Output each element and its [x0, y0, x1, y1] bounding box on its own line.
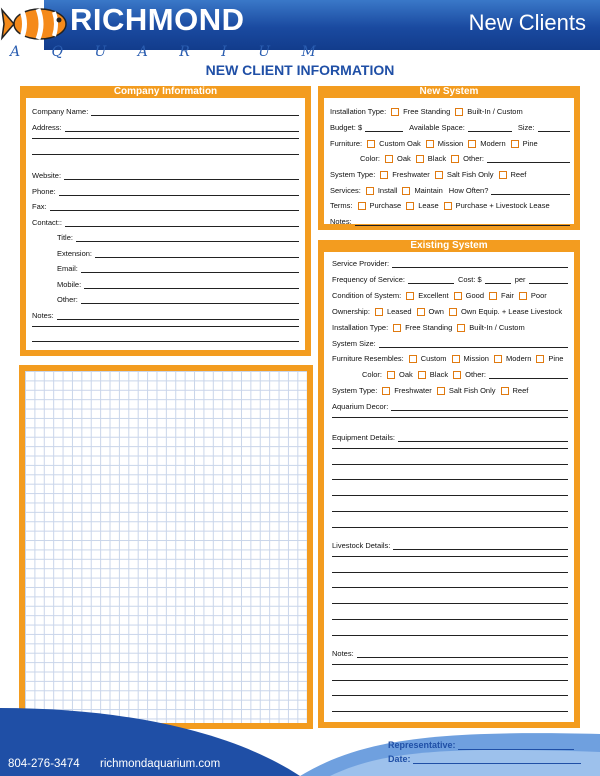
footer-wave: [0, 700, 600, 776]
es-notes-field[interactable]: [357, 649, 568, 658]
ns-installation-row: Installation Type: Free Standing Built-In / Custom: [330, 107, 523, 116]
checkbox-salt-fish[interactable]: [435, 171, 443, 179]
mobile-field[interactable]: [84, 280, 299, 289]
company-info-panel: [20, 86, 311, 356]
new-system-panel: [318, 86, 580, 230]
fax-row[interactable]: Fax:: [32, 197, 299, 211]
checkbox-lease[interactable]: [406, 202, 414, 210]
existing-system-title: Existing System: [324, 240, 574, 252]
checkbox-poor[interactable]: [519, 292, 527, 300]
checkbox-es-reef[interactable]: [501, 387, 509, 395]
address-line-2[interactable]: [32, 138, 299, 139]
equipment-line[interactable]: [332, 464, 568, 465]
es-livestock-row: Livestock Details:: [332, 536, 568, 550]
ns-terms-row: Terms: Purchase Lease Purchase + Livestock Lease: [330, 201, 550, 210]
es-notes-row: Notes:: [332, 644, 568, 658]
size-field[interactable]: [538, 123, 570, 132]
es-notes-line[interactable]: [332, 695, 568, 696]
checkbox-es-mission[interactable]: [452, 355, 460, 363]
ns-services-row: Services: Install Maintain How Often?: [330, 181, 570, 195]
ns-furniture-row: Furniture: Custom Oak Mission Modern Pine: [330, 139, 538, 148]
checkbox-es-custom[interactable]: [409, 355, 417, 363]
phone-field[interactable]: [59, 187, 299, 196]
footer-phone: 804-276-3474: [8, 758, 80, 770]
checkbox-excellent[interactable]: [406, 292, 414, 300]
provider-field[interactable]: [392, 259, 568, 268]
es-provider-row: Service Provider:: [332, 254, 568, 268]
es-notes-line[interactable]: [332, 664, 568, 665]
checkbox-oak[interactable]: [385, 155, 393, 163]
contact-field[interactable]: [65, 218, 299, 227]
ns-budget-row: Budget: $ Available Space: Size:: [330, 118, 570, 132]
company-info-title: Company Information: [26, 86, 305, 98]
website-field[interactable]: [64, 171, 299, 180]
company-name-field[interactable]: [91, 107, 299, 116]
address-row[interactable]: Address:: [32, 118, 299, 132]
website-row[interactable]: Website:: [32, 166, 299, 180]
notes-field[interactable]: [57, 311, 299, 320]
notes-line-3[interactable]: [32, 341, 299, 342]
other-row[interactable]: Other:: [57, 290, 299, 304]
contact-row[interactable]: Contact::: [32, 213, 299, 227]
checkbox-fair[interactable]: [489, 292, 497, 300]
decor-line-2[interactable]: [332, 417, 568, 418]
livestock-line[interactable]: [332, 619, 568, 620]
livestock-field[interactable]: [393, 541, 568, 550]
representative-row: Representative:: [388, 740, 574, 750]
checkbox-purchase[interactable]: [358, 202, 366, 210]
representative-field[interactable]: [458, 741, 574, 750]
equipment-line[interactable]: [332, 511, 568, 512]
how-often-field[interactable]: [491, 186, 570, 195]
livestock-line[interactable]: [332, 635, 568, 636]
checkbox-es-built-in[interactable]: [457, 324, 465, 332]
notes-row[interactable]: Notes:: [32, 306, 299, 320]
checkbox-es-free-standing[interactable]: [393, 324, 401, 332]
es-color-row: Color: Oak Black Other:: [362, 365, 568, 379]
email-field[interactable]: [81, 264, 299, 273]
es-notes-line[interactable]: [332, 680, 568, 681]
cost-field[interactable]: [485, 275, 511, 284]
system-size-field[interactable]: [379, 339, 568, 348]
space-field[interactable]: [468, 123, 512, 132]
checkbox-es-salt-fish[interactable]: [437, 387, 445, 395]
checkbox-freshwater[interactable]: [380, 171, 388, 179]
livestock-line[interactable]: [332, 572, 568, 573]
sketch-grid[interactable]: [25, 371, 307, 723]
checkbox-built-in[interactable]: [455, 108, 463, 116]
date-field[interactable]: [413, 755, 581, 764]
address-line-3[interactable]: [32, 154, 299, 155]
decor-field[interactable]: [391, 402, 568, 411]
checkbox-other[interactable]: [451, 155, 459, 163]
form-title: New Clients: [468, 10, 586, 35]
checkbox-es-freshwater[interactable]: [382, 387, 390, 395]
checkbox-purchase-lease[interactable]: [444, 202, 452, 210]
color-other-field[interactable]: [487, 154, 570, 163]
es-equipment-row: Equipment Details:: [332, 428, 568, 442]
checkbox-good[interactable]: [454, 292, 462, 300]
company-name-row[interactable]: Company Name:: [32, 102, 299, 116]
frequency-field[interactable]: [408, 275, 454, 284]
checkbox-reef[interactable]: [499, 171, 507, 179]
checkbox-free-standing[interactable]: [391, 108, 399, 116]
fax-field[interactable]: [50, 202, 299, 211]
brand-name: RICHMOND: [70, 2, 245, 37]
ns-notes-row: Notes:: [330, 212, 570, 226]
equipment-line[interactable]: [332, 495, 568, 496]
checkbox-modern[interactable]: [468, 140, 476, 148]
es-decor-row: Aquarium Decor:: [332, 397, 568, 411]
checkbox-own[interactable]: [417, 308, 425, 316]
checkbox-es-pine[interactable]: [536, 355, 544, 363]
checkbox-leased[interactable]: [375, 308, 383, 316]
checkbox-maintain[interactable]: [402, 187, 410, 195]
other-field[interactable]: [81, 295, 299, 304]
es-condition-row: Condition of System: Excellent Good Fair Poor: [332, 291, 547, 300]
checkbox-install[interactable]: [366, 187, 374, 195]
mobile-row[interactable]: Mobile:: [57, 275, 299, 289]
es-ownership-row: Ownership: Leased Own Own Equip. + Lease Livestock: [332, 307, 563, 316]
checkbox-es-modern[interactable]: [494, 355, 502, 363]
equipment-line[interactable]: [332, 527, 568, 528]
checkbox-black[interactable]: [416, 155, 424, 163]
es-installation-row: Installation Type: Free Standing Built-In / Custom: [332, 323, 525, 332]
livestock-line[interactable]: [332, 603, 568, 604]
notes-line-2[interactable]: [32, 326, 299, 327]
es-frequency-row: Frequency of Service: Cost: $ per: [332, 270, 568, 284]
footer-website[interactable]: richmondaquarium.com: [100, 758, 221, 770]
title-field[interactable]: [76, 233, 299, 242]
address-field[interactable]: [65, 123, 299, 132]
checkbox-mission[interactable]: [426, 140, 434, 148]
title-row[interactable]: Title:: [57, 228, 299, 242]
ns-notes-field[interactable]: [355, 217, 570, 226]
email-row[interactable]: Email:: [57, 259, 299, 273]
es-size-row: System Size:: [332, 334, 568, 348]
extension-field[interactable]: [95, 249, 299, 258]
checkbox-es-other[interactable]: [453, 371, 461, 379]
checkbox-custom-oak[interactable]: [367, 140, 375, 148]
checkbox-own-equip[interactable]: [449, 308, 457, 316]
extension-row[interactable]: Extension:: [57, 244, 299, 258]
phone-row[interactable]: Phone:: [32, 182, 299, 196]
livestock-line[interactable]: [332, 587, 568, 588]
es-color-other-field[interactable]: [489, 370, 568, 379]
es-system-type-row: System Type: Freshwater Salt Fish Only Reef: [332, 386, 529, 395]
ns-system-type-row: System Type: Freshwater Salt Fish Only Reef: [330, 170, 527, 179]
checkbox-es-black[interactable]: [418, 371, 426, 379]
livestock-line[interactable]: [332, 556, 568, 557]
checkbox-es-oak[interactable]: [387, 371, 395, 379]
checkbox-pine[interactable]: [511, 140, 519, 148]
es-furniture-row: Furniture Resembles: Custom Mission Modern Pine: [332, 354, 564, 363]
equipment-field[interactable]: [398, 433, 568, 442]
budget-field[interactable]: [365, 123, 403, 132]
new-system-title: New System: [324, 86, 574, 98]
existing-system-panel: [318, 240, 580, 728]
page-title: NEW CLIENT INFORMATION: [205, 62, 395, 78]
header: [0, 0, 600, 60]
per-field[interactable]: [529, 275, 568, 284]
brand-subtitle: A Q U A R I U M: [10, 44, 330, 60]
equipment-line[interactable]: [332, 448, 568, 449]
ns-color-row: Color: Oak Black Other:: [360, 149, 570, 163]
clownfish-logo-icon: [0, 2, 72, 46]
date-row: Date:: [388, 754, 581, 764]
equipment-line[interactable]: [332, 479, 568, 480]
